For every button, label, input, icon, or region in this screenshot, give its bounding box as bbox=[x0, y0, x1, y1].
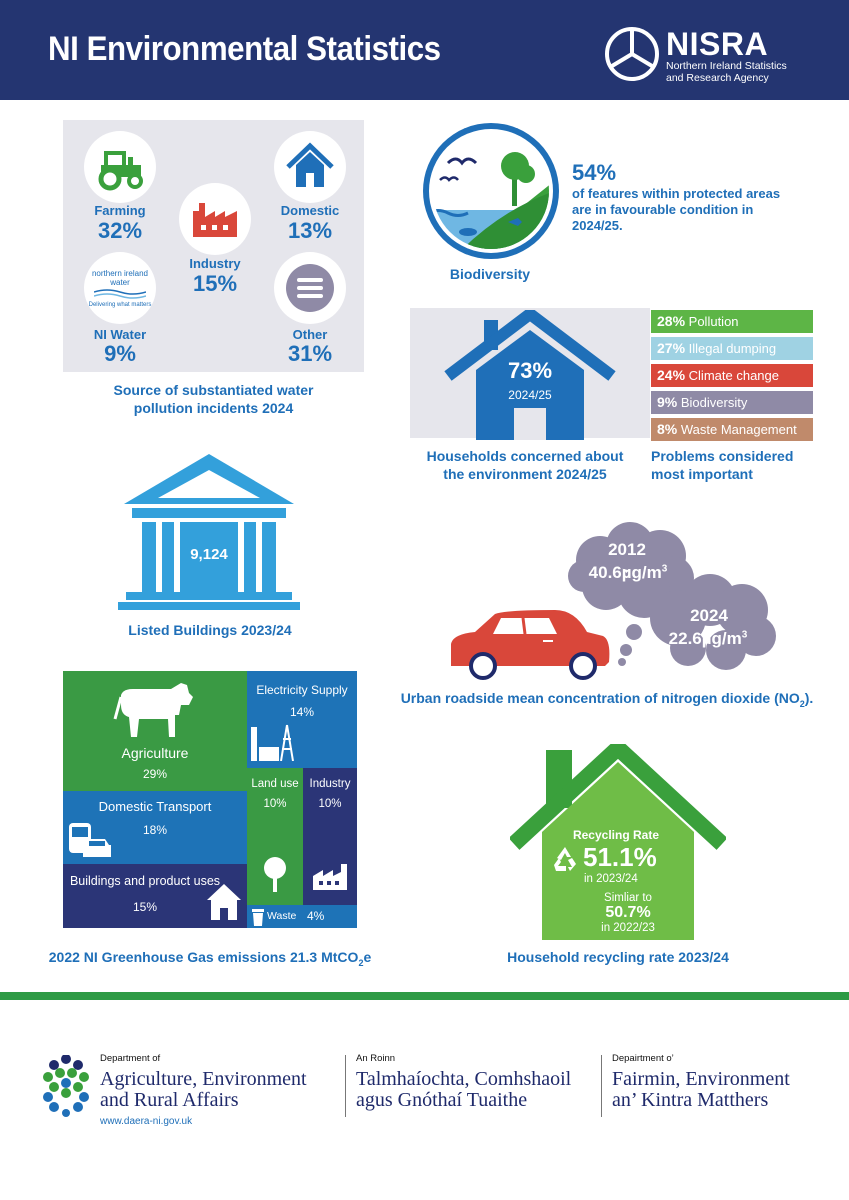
ghg-transport-label: Domestic Transport bbox=[98, 799, 212, 814]
problem-label: Climate change bbox=[688, 368, 779, 383]
problem-pct: 28% bbox=[657, 313, 686, 329]
menu-lines-icon bbox=[274, 252, 346, 324]
ghg-buildings-tile bbox=[63, 864, 247, 928]
listed-buildings-caption: Listed Buildings 2023/24 bbox=[128, 622, 292, 638]
recycle-icon bbox=[550, 844, 580, 874]
no2-caption-text: Urban roadside mean concentration of nitrogen dioxide (NO bbox=[400, 690, 800, 706]
industry-value: 15% bbox=[192, 271, 238, 296]
factory-icon bbox=[311, 862, 351, 890]
waste-bin-icon bbox=[251, 907, 265, 926]
other-value: 31% bbox=[287, 341, 333, 366]
problem-item bbox=[651, 364, 813, 387]
no2-2024-superscript: 3 bbox=[741, 629, 748, 641]
dept-us-line1: Fairmin, Environment bbox=[612, 1068, 790, 1090]
problems-caption-line1: Problems considered bbox=[651, 448, 794, 464]
problem-label: Pollution bbox=[688, 314, 739, 329]
ghg-buildings-label: Buildings and product uses bbox=[69, 874, 221, 888]
dept-en-line1: Agriculture, Environment bbox=[100, 1068, 307, 1090]
domestic-label: Domestic bbox=[280, 203, 340, 218]
problems-caption-line2: most important bbox=[651, 466, 753, 482]
problem-label: Biodiversity bbox=[680, 395, 748, 410]
water-pollution-caption bbox=[63, 381, 364, 417]
cow-icon bbox=[111, 679, 195, 739]
dept-ga-line1: Talmhaíochta, Comhshaoil bbox=[356, 1068, 572, 1090]
ghg-caption bbox=[40, 948, 380, 972]
ghg-caption-sub: 2 bbox=[358, 957, 364, 968]
farming-value: 32% bbox=[97, 218, 143, 243]
domestic-value: 13% bbox=[287, 218, 333, 243]
industry-label: Industry bbox=[189, 256, 241, 271]
problems-caption bbox=[651, 447, 793, 483]
biodiversity-text-line2: are in favourable condition in bbox=[572, 202, 754, 217]
water-pollution-caption-line2: pollution incidents 2024 bbox=[133, 400, 294, 416]
ghg-agriculture-value: 29% bbox=[142, 767, 168, 781]
factory-icon bbox=[179, 183, 251, 255]
ghg-industry-value: 10% bbox=[318, 798, 342, 810]
ni-water-value: 9% bbox=[104, 341, 136, 366]
dept-us-line2: an’ Kintra Matthers bbox=[612, 1089, 769, 1111]
problem-pct: 9% bbox=[657, 394, 678, 410]
biodiversity-illustration-icon bbox=[418, 118, 564, 264]
farming-icon-circle bbox=[84, 131, 156, 203]
no2-2024-value-text: 22.6µg/m bbox=[668, 629, 742, 648]
ni-water-label: NI Water bbox=[93, 327, 147, 342]
dept-en-name bbox=[100, 1069, 307, 1111]
ghg-electricity-label: Electricity Supply bbox=[256, 683, 348, 697]
problem-item bbox=[651, 337, 813, 360]
recycling-similar: Simliar to bbox=[604, 892, 652, 904]
ni-water-logo bbox=[84, 252, 156, 324]
biodiversity-text bbox=[572, 186, 780, 234]
nisra-subtitle bbox=[666, 60, 806, 84]
ghg-agriculture-tile bbox=[63, 671, 247, 791]
ghg-transport-tile bbox=[63, 791, 247, 864]
recycling-value: 51.1% bbox=[583, 842, 657, 872]
nisra-subtitle-line1: Northern Ireland Statistics bbox=[666, 60, 787, 72]
ni-water-logo-tagline: Delivering what matters bbox=[88, 302, 152, 308]
problem-label: Illegal dumping bbox=[688, 341, 777, 356]
nisra-subtitle-line2: and Research Agency bbox=[666, 72, 769, 84]
tractor-icon bbox=[84, 131, 156, 203]
listed-buildings-value: 9,124 bbox=[190, 546, 228, 563]
footer-separator bbox=[601, 1055, 602, 1117]
ghg-industry-label: Industry bbox=[309, 778, 351, 790]
households-caption-line1: Households concerned about bbox=[426, 448, 624, 464]
power-station-icon bbox=[249, 721, 297, 761]
problem-pct: 8% bbox=[657, 421, 678, 437]
recycling-prev-year: in 2022/23 bbox=[601, 922, 655, 934]
ghg-caption-text: 2022 NI Greenhouse Gas emissions 21.3 MtCO bbox=[48, 949, 359, 965]
ghg-electricity-tile bbox=[247, 671, 357, 768]
no2-2012-superscript: 3 bbox=[661, 563, 668, 575]
water-pollution-caption-line1: Source of substantiated water bbox=[113, 382, 314, 398]
daera-logo-icon bbox=[40, 1055, 96, 1117]
house-icon bbox=[205, 882, 243, 920]
ghg-electricity-value: 14% bbox=[289, 705, 315, 719]
no2-2024-year: 2024 bbox=[690, 606, 728, 625]
ghg-industry-tile bbox=[303, 768, 357, 905]
dept-en-line2: and Rural Affairs bbox=[100, 1089, 239, 1111]
domestic-icon-circle bbox=[274, 131, 346, 203]
dept-url-link[interactable]: www.daera-ni.gov.uk bbox=[100, 1116, 193, 1127]
ni-water-logo-line1: northern ireland bbox=[91, 269, 149, 278]
footer-separator bbox=[345, 1055, 346, 1117]
house-icon bbox=[274, 131, 346, 203]
no2-2012-year: 2012 bbox=[608, 540, 646, 559]
households-caption-line2: the environment 2024/25 bbox=[443, 466, 607, 482]
ghg-waste-tile bbox=[247, 905, 357, 928]
no2-2012-value bbox=[566, 563, 690, 583]
ghg-caption-end: e bbox=[363, 949, 372, 965]
ni-water-logo-line2: water bbox=[110, 278, 130, 287]
page-title: NI Environmental Statistics bbox=[48, 30, 441, 68]
biodiversity-value: 54% bbox=[572, 160, 617, 185]
water-waves-icon bbox=[94, 288, 146, 300]
car-icon bbox=[445, 610, 615, 680]
ghg-agriculture-label: Agriculture bbox=[121, 745, 189, 761]
bus-car-icon bbox=[67, 821, 113, 861]
industry-icon-circle bbox=[179, 183, 251, 255]
dept-en-small: Department of bbox=[100, 1053, 161, 1064]
listed-building-icon bbox=[118, 450, 300, 612]
farming-label: Farming bbox=[94, 203, 146, 218]
dept-ga-line2: agus Gnóthaí Tuaithe bbox=[356, 1089, 528, 1111]
no2-caption-sub: 2 bbox=[799, 698, 805, 709]
dept-ga-name bbox=[356, 1069, 571, 1111]
other-icon-circle bbox=[274, 252, 346, 324]
nisra-logo-icon bbox=[604, 26, 660, 82]
no2-2024-value bbox=[646, 629, 770, 649]
households-value: 73% bbox=[507, 358, 553, 383]
no2-caption bbox=[392, 689, 822, 713]
footer-divider bbox=[0, 992, 849, 1000]
ghg-land-use-label: Land use bbox=[251, 778, 299, 790]
no2-2012-value-text: 40.6µg/m bbox=[588, 563, 662, 582]
ghg-waste-value: 4% bbox=[307, 909, 325, 923]
tree-icon bbox=[259, 856, 291, 892]
dept-us-name bbox=[612, 1069, 790, 1111]
other-label: Other bbox=[292, 327, 328, 342]
biodiversity-label: Biodiversity bbox=[449, 266, 531, 282]
recycling-prev-value: 50.7% bbox=[605, 904, 651, 921]
nisra-name: NISRA bbox=[666, 26, 769, 62]
problem-label: Waste Management bbox=[680, 422, 797, 437]
problem-item bbox=[651, 391, 813, 414]
households-caption bbox=[410, 447, 640, 483]
recycling-label: Recycling Rate bbox=[572, 828, 660, 842]
recycling-caption: Household recycling rate 2023/24 bbox=[507, 949, 729, 965]
biodiversity-text-line1: of features within protected areas bbox=[572, 186, 781, 201]
no2-caption-end: ). bbox=[804, 690, 814, 706]
ghg-waste-label: Waste bbox=[267, 910, 297, 922]
biodiversity-text-line3: 2024/25. bbox=[572, 218, 623, 233]
ghg-buildings-value: 15% bbox=[132, 900, 158, 914]
ghg-land-use-tile bbox=[247, 768, 303, 905]
problem-item bbox=[651, 310, 813, 333]
problem-item bbox=[651, 418, 813, 441]
dept-ga-small: An Roinn bbox=[356, 1053, 396, 1064]
recycling-year: in 2023/24 bbox=[584, 873, 638, 885]
ghg-transport-value: 18% bbox=[142, 823, 168, 837]
ghg-land-use-value: 10% bbox=[263, 798, 287, 810]
problem-pct: 24% bbox=[657, 367, 686, 383]
dept-us-small: Depairtment o’ bbox=[612, 1053, 674, 1064]
problem-pct: 27% bbox=[657, 340, 686, 356]
households-year: 2024/25 bbox=[508, 388, 552, 402]
